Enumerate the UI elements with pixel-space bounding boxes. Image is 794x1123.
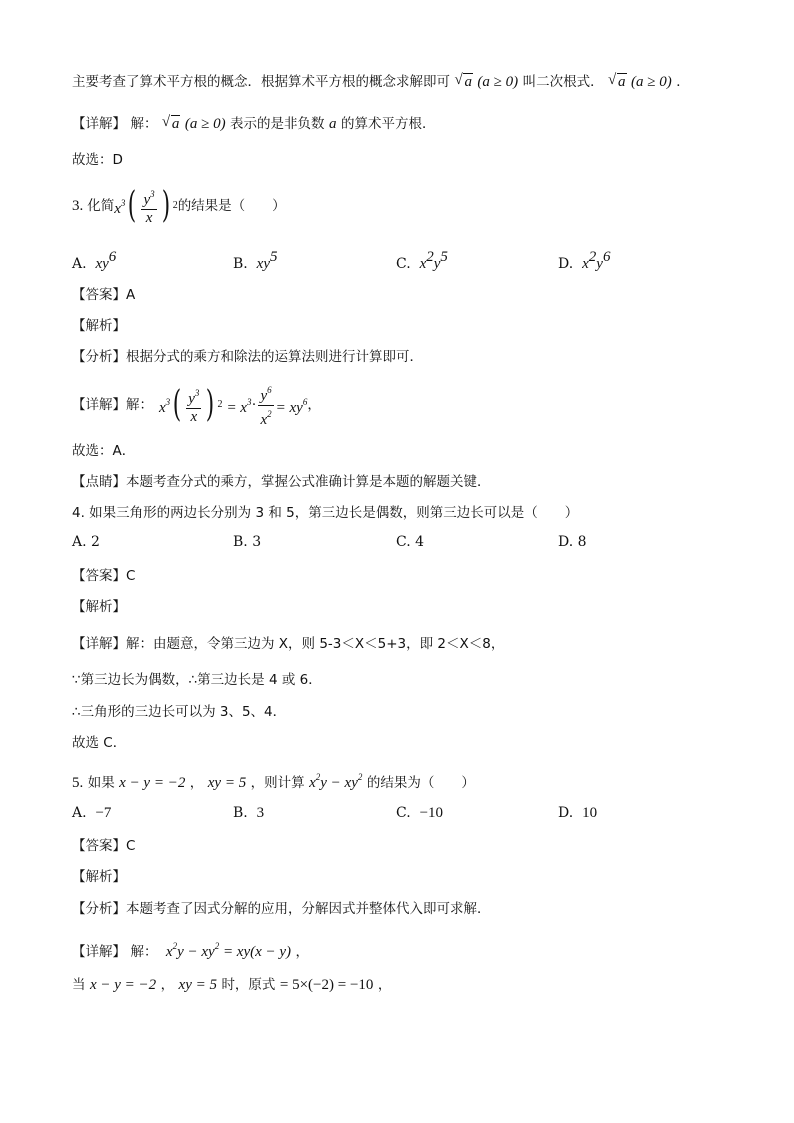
select-answer-line: 故选：A． — [72, 443, 136, 459]
fraction — [186, 385, 201, 426]
choice-a — [72, 249, 116, 273]
base: x — [114, 201, 121, 217]
expression — [309, 772, 363, 791]
select-answer-line: 故选 C． — [72, 735, 127, 751]
choice-c — [396, 249, 448, 273]
left-paren: ( — [128, 185, 137, 226]
separator: ， — [189, 775, 204, 791]
text-segment: ． — [676, 74, 690, 90]
exponent: 3 — [246, 397, 252, 407]
choice-label: B. — [233, 256, 248, 272]
dianjing-text: 本题考查分式的乘方，掌握公式准确计算是本题的解题关键． — [126, 474, 491, 490]
exponent: 3 — [120, 198, 126, 208]
condition-1: x − y = −2 — [119, 775, 186, 791]
numerator — [141, 186, 156, 210]
choice-value: −10 — [419, 805, 444, 821]
detail-prefix: 解： — [130, 944, 158, 960]
question-number: 5. — [72, 775, 84, 791]
fenxi-tag: 【分析】 — [72, 901, 126, 917]
choice-base: y — [433, 256, 441, 272]
denominator — [258, 406, 273, 429]
answer-value: C — [126, 838, 136, 854]
text-segment: 的算术平方根． — [340, 116, 436, 132]
den-exp: 2 — [267, 408, 272, 419]
choice-exp: 5 — [440, 249, 448, 265]
answer-tag: 【答案】 — [72, 838, 126, 854]
choice-base: x — [582, 256, 589, 272]
analysis-line — [72, 899, 491, 919]
choice-b: B. 3 — [233, 534, 262, 550]
choice-exp: 6 — [108, 249, 117, 265]
exponent: 6 — [302, 397, 308, 407]
term: y − xy — [177, 944, 215, 960]
detail-text: 解：由题意，令第三边为 X，则 5-3＜X＜5+3，即 2＜X＜8， — [126, 636, 505, 652]
outer-exponent: 2 — [172, 200, 178, 211]
term: x — [165, 944, 173, 960]
fenxi-text: 根据分式的乘方和除法的运算法则进行计算即可． — [126, 349, 423, 365]
text-segment: 解： — [130, 116, 158, 132]
choice-label: D. — [558, 256, 574, 272]
answer-value: A — [126, 287, 136, 303]
choice-a — [72, 805, 111, 822]
num-exp: 3 — [194, 387, 200, 398]
choice-value: 3 — [256, 805, 265, 821]
right-paren: ) — [161, 185, 170, 226]
num-var: y — [143, 191, 151, 208]
question-text: ，则计算 — [250, 775, 305, 791]
question-text: 化简 — [87, 198, 115, 214]
outer-exponent: 2 — [217, 399, 223, 410]
choice-label: D. — [558, 805, 574, 821]
num-exp: 3 — [150, 188, 155, 199]
left-paren: ( — [172, 384, 182, 425]
power-expression — [125, 186, 177, 227]
select-answer-line: 故选：D — [72, 152, 123, 168]
numerator — [258, 382, 273, 406]
detail-line — [72, 634, 504, 654]
text-line-sqrt-concept — [72, 72, 690, 92]
condition-2: xy = 5 — [207, 775, 247, 791]
power-expression — [170, 385, 222, 426]
radicand: a — [464, 74, 472, 90]
detail-tag: 【详解】 — [72, 944, 126, 960]
choice-label: C. — [396, 256, 411, 272]
math-base — [159, 392, 170, 418]
choice-d — [558, 249, 610, 273]
right-paren: ) — [206, 384, 215, 425]
den-var: x — [260, 411, 268, 428]
analysis-tag: 【解析】 — [72, 599, 126, 615]
choice-a: A. 2 — [72, 534, 100, 550]
text-segment: 主要考查了算术平方根的概念．根据算术平方根的概念求解即可 — [72, 74, 450, 90]
term: x — [309, 775, 316, 791]
variable: a — [329, 116, 337, 132]
sqrt-expression: √ a — [454, 72, 472, 90]
choice-label: C. — [396, 805, 411, 821]
answer-tag: 【答案】 — [72, 287, 126, 303]
radicand: a — [171, 116, 180, 132]
text-segment: 当 — [72, 977, 86, 993]
choice-d — [558, 805, 597, 822]
question-tail: 的结果为（ ） — [366, 775, 475, 791]
num-var: y — [260, 387, 268, 404]
text-line-detail-sqrt — [72, 114, 435, 134]
choice-label: B. — [233, 805, 248, 821]
exponent: 2 — [172, 941, 178, 951]
fenxi-text: 本题考查了因式分解的应用，分解因式并整体代入即可求解． — [126, 901, 491, 917]
detail-tag: 【详解】 — [72, 116, 126, 132]
question-number: 3. — [72, 198, 84, 214]
choice-exp: 5 — [269, 249, 278, 265]
term: = x — [226, 400, 247, 416]
condition: (a ≥ 0) — [477, 74, 519, 90]
exponent: 2 — [357, 772, 363, 782]
fraction — [141, 186, 156, 227]
answer-value: C — [126, 568, 136, 584]
detail-tag: 【详解】 — [72, 636, 126, 652]
choice-exp: 6 — [602, 249, 611, 265]
punctuation: ， — [377, 977, 392, 993]
exponent: 2 — [214, 941, 220, 951]
exponent: 3 — [165, 397, 171, 407]
detail-tag: 【详解】 — [72, 397, 126, 413]
question-tail: 的结果是（ ） — [177, 198, 286, 214]
detail-line — [72, 936, 309, 962]
question-5 — [72, 767, 475, 793]
expression — [165, 941, 292, 960]
separator: ， — [160, 977, 175, 993]
term: = xy(x − y) — [222, 944, 292, 960]
denominator: x — [145, 209, 153, 226]
choice-exp: 2 — [426, 249, 434, 265]
detail-line-3: ∴三角形的三边长可以为 3、5、4． — [72, 704, 287, 720]
equals-term — [226, 392, 251, 418]
punctuation: ， — [295, 944, 310, 960]
math-base — [114, 193, 125, 219]
denominator: x — [190, 408, 198, 425]
choice-b — [233, 805, 264, 822]
base: x — [159, 400, 166, 416]
dianjing-line — [72, 472, 491, 492]
analysis-tag: 【解析】 — [72, 869, 126, 885]
choice-value: 10 — [582, 805, 598, 821]
answer-line — [72, 566, 135, 586]
equals-term — [276, 392, 308, 418]
choice-c — [396, 805, 443, 822]
choice-base: xy — [95, 256, 109, 272]
numerator — [186, 385, 201, 409]
punctuation: ， — [307, 397, 321, 413]
substitution-line — [72, 975, 391, 995]
dianjing-tag: 【点睛】 — [72, 474, 126, 490]
condition-1: x − y = −2 — [89, 977, 157, 993]
choice-value: −7 — [95, 805, 112, 821]
answer-tag: 【答案】 — [72, 568, 126, 584]
choice-base: x — [419, 256, 427, 272]
question-3 — [72, 186, 286, 226]
choice-d: D. 8 — [558, 534, 587, 550]
radicand: a — [618, 74, 626, 90]
term: = xy — [275, 400, 303, 416]
text-segment: 表示的是非负数 — [230, 116, 325, 132]
choice-c: C. 4 — [396, 534, 425, 550]
text-segment: 叫二次根式． — [522, 74, 604, 90]
result-expression: = 5×(−2) = −10 — [279, 977, 374, 993]
condition-2: xy = 5 — [178, 977, 217, 993]
choice-label: A. — [72, 805, 87, 821]
question-4: 4. 如果三角形的两边长分别为 3 和 5，第三边长是偶数，则第三边长可以是（ ） — [72, 505, 579, 521]
sqrt-expression: √ a — [161, 114, 180, 132]
detail-prefix: 解： — [126, 397, 153, 413]
answer-line — [72, 285, 135, 305]
choice-exp: 2 — [588, 249, 597, 265]
num-var: y — [188, 390, 195, 407]
choice-label: A. — [72, 256, 87, 272]
question-text: 如果 — [87, 775, 115, 791]
condition: (a ≥ 0) — [184, 116, 226, 132]
detail-line-2: ∵第三边长为偶数，∴第三边长是 4 或 6． — [72, 672, 322, 688]
fraction — [258, 382, 273, 429]
detail-line — [72, 384, 321, 426]
fenxi-tag: 【分析】 — [72, 349, 126, 365]
answer-line — [72, 836, 135, 856]
choice-b — [233, 249, 277, 273]
num-exp: 6 — [267, 384, 272, 395]
exponent: 2 — [315, 772, 321, 782]
sqrt-expression: √ a — [608, 72, 626, 90]
choice-base: xy — [256, 256, 270, 272]
text-segment: 时，原式 — [221, 977, 276, 993]
condition: (a ≥ 0) — [631, 74, 672, 90]
dot-operator: · — [251, 397, 257, 413]
choice-base: y — [596, 256, 603, 272]
term: y − xy — [320, 775, 358, 791]
analysis-tag: 【解析】 — [72, 318, 126, 334]
analysis-line — [72, 347, 423, 367]
